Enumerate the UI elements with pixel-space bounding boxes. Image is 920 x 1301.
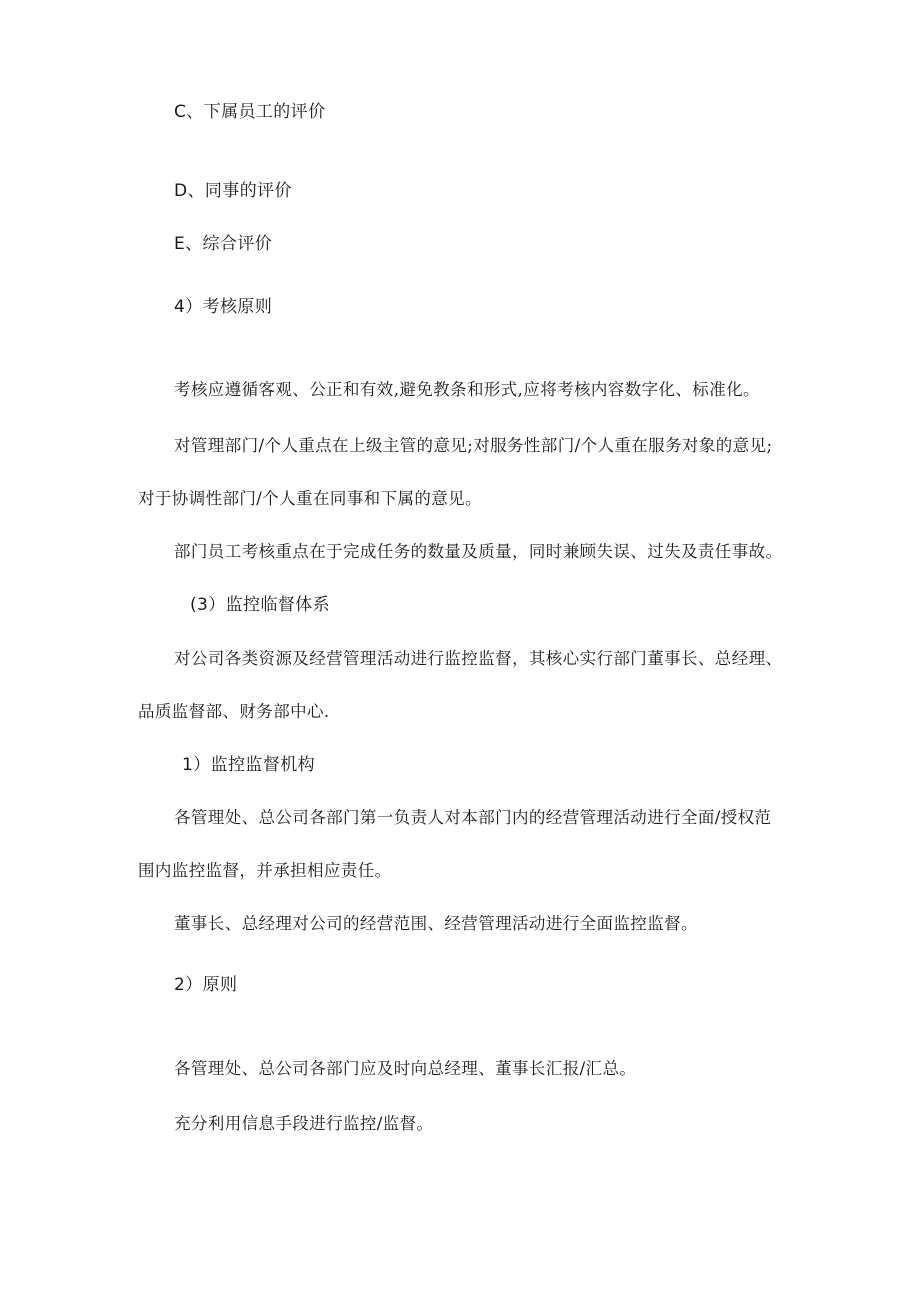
paragraph-organization-line1: 各管理处、总公司各部门第一负责人对本部门内的经营管理活动进行全面/授权范 [174, 808, 772, 827]
paragraph-principle-objective: 考核应遵循客观、公正和有效,避免教条和形式,应将考核内容数字化、标准化。 [174, 380, 760, 399]
item-e-overall-evaluation: E、综合评价 [174, 234, 273, 254]
item-d-peer-evaluation: D、同事的评价 [174, 181, 292, 201]
paragraph-organization-line2: 围内监控监督，并承担相应责任。 [138, 861, 392, 880]
paragraph-monitoring-line2: 品质监督部、财务部中心. [138, 702, 330, 721]
heading-assessment-principles: 4）考核原则 [174, 297, 273, 317]
heading-monitoring-organization: 1）监控监督机构 [182, 755, 316, 775]
paragraph-board-oversight: 董事长、总经理对公司的经营范围、经营管理活动进行全面监控监督。 [174, 914, 698, 933]
heading-monitoring-system: (3）监控临督体系 [190, 595, 331, 615]
paragraph-staff-assessment: 部门员工考核重点在于完成任务的数量及质量，同时兼顾失误、过失及责任事故。 [174, 542, 783, 561]
paragraph-management-dept-line1: 对管理部门/个人重点在上级主管的意见;对服务性部门/个人重在服务对象的意见; [174, 436, 773, 455]
heading-principles: 2）原则 [174, 975, 238, 995]
paragraph-reporting: 各管理处、总公司各部门应及时向总经理、董事长汇报/汇总。 [174, 1059, 637, 1078]
paragraph-information-means: 充分利用信息手段进行监控/监督。 [174, 1114, 434, 1133]
paragraph-management-dept-line2: 对于协调性部门/个人重在同事和下属的意见。 [138, 489, 482, 508]
item-c-subordinate-evaluation: C、下属员工的评价 [174, 102, 326, 122]
paragraph-monitoring-line1: 对公司各类资源及经营管理活动进行监控监督，其核心实行部门董事长、总经理、 [174, 649, 783, 668]
